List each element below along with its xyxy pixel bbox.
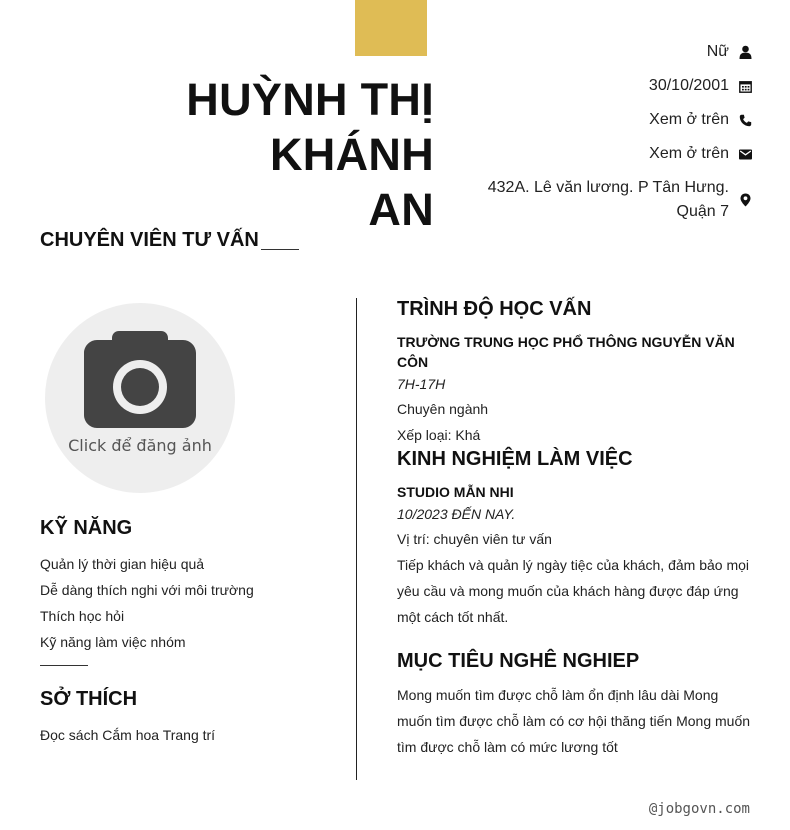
mail-icon xyxy=(738,147,752,161)
education-section xyxy=(397,296,757,448)
hobbies-list xyxy=(40,722,340,748)
objective-title: MỤC TIÊU NGHÊ NGHIEP xyxy=(397,650,640,672)
address-value xyxy=(488,176,729,224)
phone-value: Xem ở trên xyxy=(649,111,729,128)
gender-row xyxy=(452,40,752,64)
job-title-underline xyxy=(261,249,299,250)
hobbies-section xyxy=(40,686,340,748)
phone-icon xyxy=(738,113,752,127)
watermark: @jobgovn.com xyxy=(648,801,750,817)
avatar-caption: Click để đăng ảnh xyxy=(68,436,212,455)
skill-item: Quản lý thời gian hiệu quả xyxy=(40,556,205,572)
objective-line: tìm được chỗ làm có mức lương tốt xyxy=(397,739,618,755)
candidate-name xyxy=(30,72,434,237)
objective-line: muốn tìm được chỗ làm có cơ hội thăng tiến Mong muốn xyxy=(397,713,751,729)
experience-position: Vị trí: chuyên viên tư vấn xyxy=(397,531,552,547)
objective-line: Mong muốn tìm được chỗ làm ổn định lâu dài Mong xyxy=(397,687,719,703)
address-row xyxy=(452,176,752,224)
avatar-upload[interactable] xyxy=(45,303,235,493)
experience-desc-line: Tiếp khách và quản lý ngày tiệc của khách, đảm bảo mọi xyxy=(397,557,750,573)
objective-text xyxy=(397,682,757,760)
name-line-1: HUỲNH THỊ KHÁNH xyxy=(186,74,434,180)
camera-icon xyxy=(83,331,197,429)
location-pin-icon xyxy=(738,193,752,207)
address-line-1: 432A. Lê văn lương. P Tân Hưng. xyxy=(487,179,729,196)
name-line-2: AN xyxy=(368,184,434,235)
address-line-2: Quận 7 xyxy=(676,203,729,220)
email-row xyxy=(452,142,752,166)
calendar-icon xyxy=(738,79,752,93)
hobbies-text: Đọc sách Cắm hoa Trang trí xyxy=(40,727,216,743)
school-name: TRƯỜNG TRUNG HỌC PHỔ THÔNG NGUYỄN VĂN CÔN xyxy=(397,334,735,370)
email-value: Xem ở trên xyxy=(649,145,729,162)
skills-title: KỸ NĂNG xyxy=(40,517,133,539)
education-major: Chuyên ngành xyxy=(397,401,489,417)
education-period: 7H-17H xyxy=(397,376,446,392)
education-title: TRÌNH ĐỘ HỌC VẤN xyxy=(397,298,592,320)
birthdate-value: 30/10/2001 xyxy=(648,77,729,94)
objective-section xyxy=(397,648,757,760)
education-grade: Xếp loại: Khá xyxy=(397,427,481,443)
job-title xyxy=(40,227,299,253)
section-separator xyxy=(40,665,88,666)
person-icon xyxy=(738,45,752,59)
birthdate-row xyxy=(452,74,752,98)
skill-item: Dễ dàng thích nghi với môi trường xyxy=(40,582,254,598)
gender-value: Nữ xyxy=(706,43,729,60)
hobbies-title: SỞ THÍCH xyxy=(40,688,138,710)
experience-section xyxy=(397,446,757,630)
company-name: STUDIO MẪN NHI xyxy=(397,484,514,500)
skills-section xyxy=(40,515,340,666)
skills-list xyxy=(40,551,340,655)
experience-title: KINH NGHIỆM LÀM VIỆC xyxy=(397,448,633,470)
accent-block xyxy=(355,0,427,56)
experience-period: 10/2023 ĐẾN NAY. xyxy=(397,506,516,522)
experience-desc-line: một cách tốt nhất. xyxy=(397,609,509,625)
phone-row xyxy=(452,108,752,132)
skill-item: Thích học hỏi xyxy=(40,608,125,624)
job-title-text: CHUYÊN VIÊN TƯ VẤN xyxy=(40,229,259,251)
skill-item: Kỹ năng làm việc nhóm xyxy=(40,634,186,650)
contact-info xyxy=(452,40,752,234)
column-divider xyxy=(356,298,357,780)
experience-desc-line: yêu cầu và mong muốn của khách hàng được đáp ứng xyxy=(397,583,739,599)
